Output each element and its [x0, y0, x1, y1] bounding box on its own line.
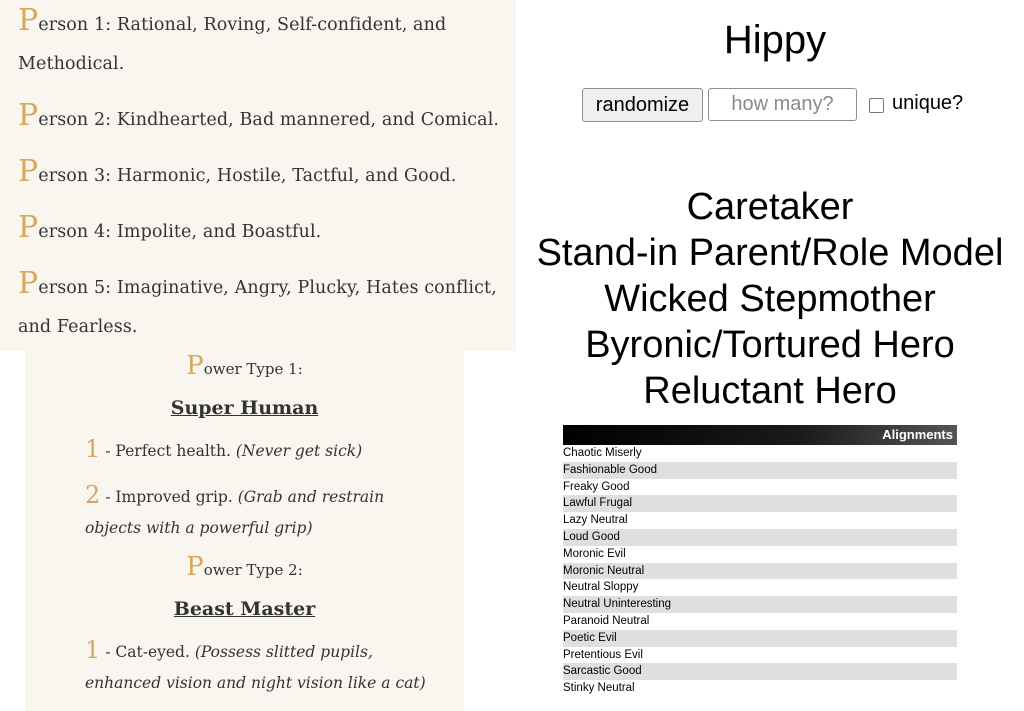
generator-column — [516, 0, 1024, 711]
power-text: - Cat-eyed. — [100, 643, 195, 661]
how-many-input[interactable] — [708, 88, 857, 121]
drop-cap: P — [18, 210, 39, 245]
power-name: Super Human — [170, 397, 319, 419]
table-row: Chaotic Miserly — [563, 447, 642, 459]
alignments-table — [563, 425, 957, 697]
table-row: Neutral Sloppy — [563, 581, 639, 594]
power-note: (Possess slitted pupils, enhanced vision and night vision like a cat) — [85, 643, 426, 692]
drop-cap: P — [186, 552, 204, 582]
table-row: Lawful Frugal — [563, 495, 957, 512]
generator-title: Hippy — [723, 18, 827, 62]
powers-panel — [25, 351, 464, 711]
power-item — [85, 635, 445, 699]
power-type-heading — [25, 351, 464, 384]
power-number: 2 — [85, 481, 101, 509]
result-item: Reluctant Hero — [643, 370, 897, 412]
result-item: Caretaker — [686, 186, 854, 228]
result-item: Byronic/Tortured Hero — [585, 324, 955, 366]
table-row: Lazy Neutral — [563, 514, 628, 527]
table-row: Stinky Neutral — [563, 682, 635, 695]
person-text: erson 2: Kindhearted, Bad mannered, and Comical. — [38, 110, 500, 130]
power-item — [85, 480, 445, 544]
person-text: erson 4: Impolite, and Boastful. — [38, 222, 322, 242]
drop-cap: P — [18, 154, 39, 189]
power-text: - Perfect health. — [100, 442, 236, 460]
power-number: 1 — [85, 636, 101, 664]
power-note: (Grab and restrain objects with a powerful grip) — [85, 488, 385, 537]
person-5 — [18, 266, 506, 347]
result-item: Wicked Stepmother — [604, 278, 936, 320]
person-text: erson 1: Rational, Roving, Self-confident, and Methodical. — [18, 15, 447, 74]
table-row: Sarcastic Good — [563, 663, 957, 680]
drop-cap: P — [186, 351, 204, 381]
power-type-heading — [25, 552, 464, 585]
drop-cap: P — [18, 3, 39, 38]
table-row: Fashionable Good — [563, 462, 957, 479]
randomize-button[interactable]: randomize — [582, 88, 703, 122]
table-row: Freaky Good — [563, 480, 630, 493]
alignments-rows — [563, 445, 957, 697]
result-item: Stand-in Parent/Role Model — [536, 232, 1004, 274]
table-row: Neutral Uninteresting — [563, 596, 957, 613]
table-row: Pretentious Evil — [563, 648, 643, 661]
power-text: - Improved grip. — [100, 488, 238, 506]
power-item — [85, 434, 445, 467]
person-text: erson 5: Imaginative, Angry, Plucky, Hates conflict, and Fearless. — [18, 278, 497, 337]
power-type-label: ower Type 1: — [203, 360, 303, 378]
persons-panel — [0, 0, 516, 351]
power-name: Beast Master — [173, 598, 316, 620]
person-4 — [18, 210, 506, 252]
table-row: Poetic Evil — [563, 630, 957, 647]
person-1 — [18, 3, 506, 84]
drop-cap: P — [18, 266, 39, 301]
alignments-header: Alignments — [563, 425, 957, 445]
person-2 — [18, 98, 506, 140]
table-row: Paranoid Neutral — [563, 614, 650, 627]
power-number: 1 — [85, 435, 101, 463]
drop-cap: P — [18, 98, 39, 133]
results-list — [516, 184, 1024, 414]
table-row: Moronic Neutral — [563, 563, 957, 580]
power-note: (Never get sick) — [235, 442, 363, 460]
unique-checkbox[interactable] — [869, 98, 884, 113]
table-row: Moronic Evil — [563, 547, 626, 560]
person-text: erson 3: Harmonic, Hostile, Tactful, and Good. — [38, 166, 457, 186]
person-3 — [18, 154, 506, 196]
table-row: Loud Good — [563, 529, 957, 546]
unique-label: unique? — [892, 92, 964, 114]
power-type-label: ower Type 2: — [203, 561, 303, 579]
